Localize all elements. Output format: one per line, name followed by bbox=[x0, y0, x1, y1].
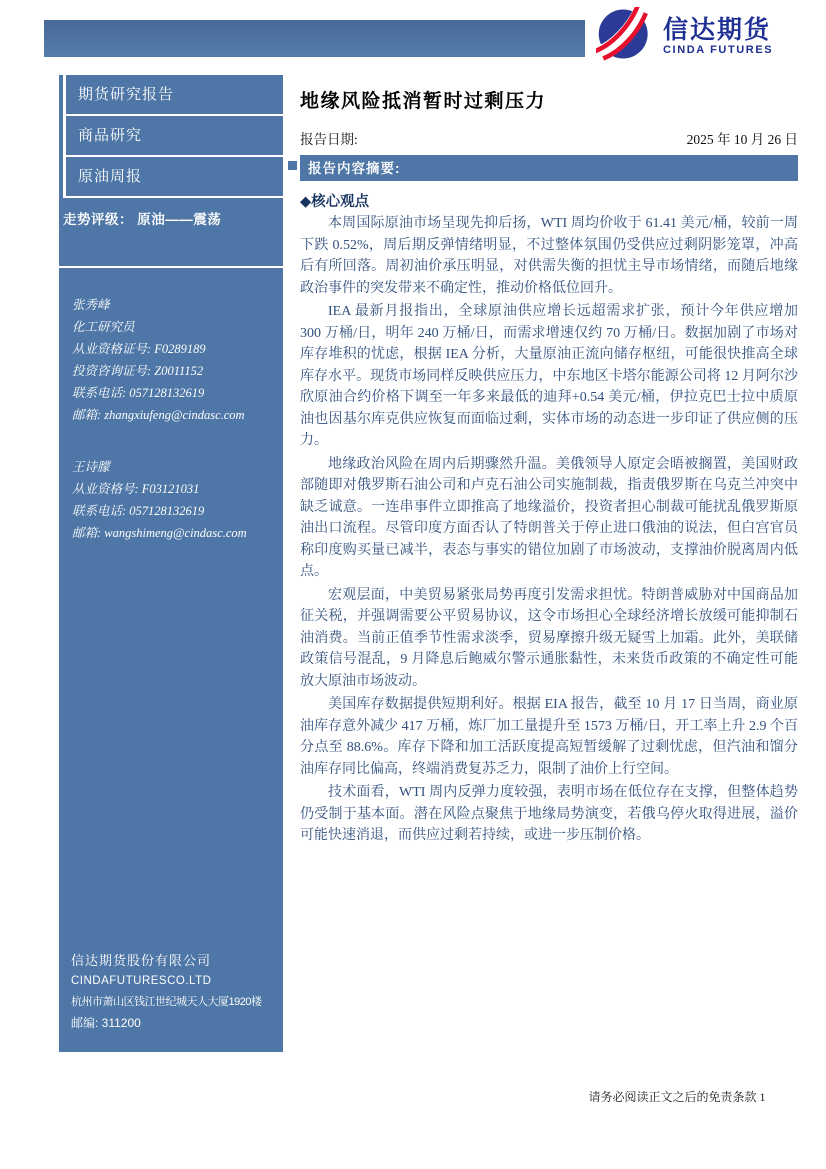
summary-bar: 报告内容摘要: bbox=[300, 155, 798, 181]
body-paragraph: 美国库存数据提供短期利好。根据 EIA 报告，截至 10 月 17 日当周，商业原油库存意外减少 417 万桶，炼厂加工量提升至 1573 万桶/日，开工率上升 2.9 个百分点至 88.6%。库存下降和加工活跃度提高短暂缓解了过剩忧虑，但汽油和馏分油库存同比偏高，终端消费复苏乏力，限制了油价上行空间。 bbox=[300, 697, 798, 777]
company-name: 信达期货股份有限公司 bbox=[71, 953, 212, 968]
report-date-label: 报告日期: bbox=[300, 132, 358, 147]
report-body bbox=[300, 86, 798, 847]
analyst-advisory-no: 投资咨询证号: Z0011152 bbox=[72, 364, 204, 378]
company-logo bbox=[596, 7, 773, 66]
sidebar-divider bbox=[59, 266, 283, 268]
logo-name-cn: 信达期货 bbox=[663, 15, 772, 44]
company-postcode: 邮编: 311200 bbox=[71, 1016, 141, 1030]
company-address: 杭州市萧山区钱江世纪城天人大厦1920楼 bbox=[71, 996, 262, 1008]
company-name-en: CINDAFUTURESCO.LTD bbox=[71, 975, 212, 987]
body-paragraph: 地缘政治风险在周内后期骤然升温。美俄领导人原定会晤被搁置，美国财政部随即对俄罗斯石油公司和卢克石油公司实施制裁，指责俄罗斯在乌克兰冲突中缺乏诚意。一连串事件立即推高了地缘溢价，投资者担心制裁可能扰乱俄罗斯原油出口流程。尽管印度方面否认了特朗普关于停止进口俄油的说法，但白宫官员称印度购买量已减半，表态与事实的错位加剧了市场波动，支撑油价脱离周内低点。 bbox=[300, 456, 798, 579]
analyst-email: 邮箱: wangshimeng@cindasc.com bbox=[72, 526, 247, 540]
body-paragraph: 宏观层面，中美贸易紧张局势再度引发需求担忧。特朗普威胁对中国商品加征关税，并强调需要公平贸易协议，这令市场担心全球经济增长放缓可能抑制石油消费。当前正值季节性需求淡季，贸易摩擦升级无疑雪上加霜。此外，美联储政策信号混乱，9 月降息后鲍威尔警示通胀黏性，未来货币政策的不确定性可能放大原油市场波动。 bbox=[300, 587, 798, 689]
analyst-cert-no: 从业资格证号: F0289189 bbox=[72, 342, 206, 356]
report-date-row bbox=[300, 128, 798, 148]
report-date-value: 2025 年 10 月 26 日 bbox=[686, 132, 798, 147]
page-title: 地缘风险抵消暂时过剩压力 bbox=[300, 91, 547, 112]
body-paragraph: 本周国际原油市场呈现先抑后扬，WTI 周均价收于 61.41 美元/桶，较前一周下跌 0.52%，周后期反弹情绪明显，不过整体氛围仍受供应过剩阴影笼罩，冲高后有所回落。周初油价承压明显，对供需失衡的担忧主导市场情绪，而随后地缘政治事件的突发带来不确定性，推动价格低位回升。 bbox=[300, 216, 798, 296]
company-info bbox=[59, 950, 261, 1034]
analyst-role: 化工研究员 bbox=[72, 320, 135, 334]
analyst-cert-no: 从业资格号: F03121031 bbox=[72, 482, 200, 496]
header-band bbox=[44, 20, 585, 57]
analyst-email: 邮箱: zhangxiufeng@cindasc.com bbox=[72, 408, 245, 422]
analyst-phone: 联系电话: 057128132619 bbox=[72, 504, 205, 518]
report-category-boxes bbox=[63, 75, 283, 198]
category-report-type: 期货研究报告 bbox=[66, 75, 283, 116]
category-research-area: 商品研究 bbox=[66, 116, 283, 157]
page-number: 1 bbox=[759, 1090, 766, 1104]
section-heading-core-view: ◆核心观点 bbox=[300, 194, 370, 210]
logo-text bbox=[663, 17, 773, 57]
analyst-name: 王诗朦 bbox=[72, 460, 110, 474]
decorative-square bbox=[288, 161, 297, 170]
analyst-card bbox=[59, 294, 283, 426]
logo-mark-icon bbox=[596, 7, 654, 66]
body-paragraph: IEA 最新月报指出，全球原油供应增长远超需求扩张，预计今年供应增加 300 万桶/日，明年 240 万桶/日，而需求增速仅约 70 万桶/日。数据加剧了市场对库存堆积的忧虑，根据 IEA 分析，大量原油正流向储存枢纽，可能很快推高全球库存水平。现货市场同样反映供应压力，中东地区卡塔尔能源公司将 12 月阿尔沙欣原油合约价格下调至一年多来最低的迪拜+0.54 美元/桶，伊拉克巴士拉中质原油也因基尔库克供应恢复而面临过剩，实体市场的动态进一步印证了供应侧的压力。 bbox=[300, 304, 798, 448]
analyst-card bbox=[59, 456, 283, 544]
trend-rating: 走势评级： 原油——震荡 bbox=[63, 212, 222, 227]
category-report-name: 原油周报 bbox=[66, 157, 283, 198]
disclaimer-footer bbox=[507, 1088, 826, 1105]
report-sidebar bbox=[59, 75, 283, 1052]
disclaimer-text: 请务必阅读正文之后的免责条款 bbox=[588, 1090, 757, 1104]
analyst-name: 张秀峰 bbox=[72, 298, 110, 312]
body-paragraph: 技术面看，WTI 周内反弹力度较强，表明市场在低位存在支撑，但整体趋势仍受制于基本面。潜在风险点聚焦于地缘局势演变，若俄乌停火取得进展，溢价可能快速消退，而供应过剩若持续，或进一步压制价格。 bbox=[300, 785, 798, 843]
analyst-phone: 联系电话: 057128132619 bbox=[72, 386, 205, 400]
logo-name-en: CINDA FUTURES bbox=[663, 43, 774, 56]
